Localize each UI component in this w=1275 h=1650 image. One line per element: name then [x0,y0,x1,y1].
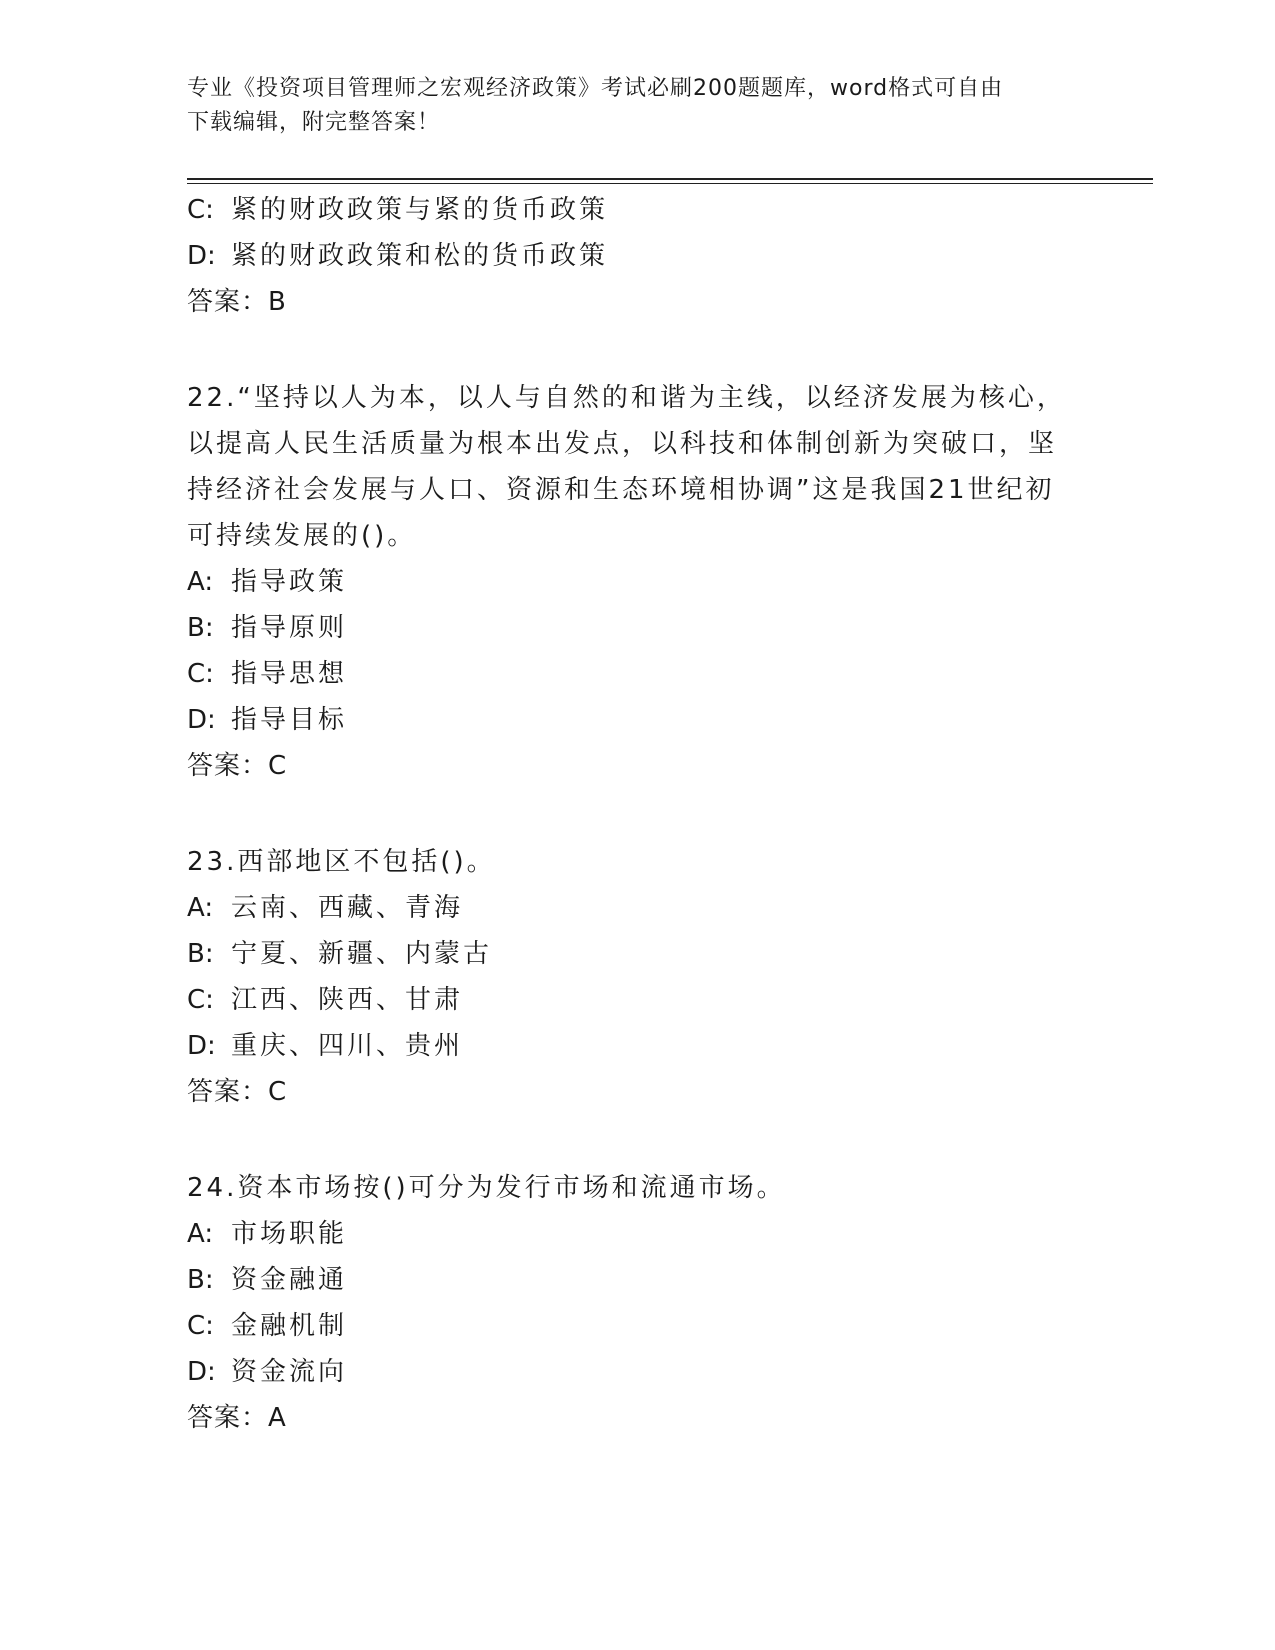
option-c [187,977,1087,1023]
option-text: 指导思想 [231,659,348,689]
option-key: B: [187,1265,214,1295]
option-b [187,1257,1087,1303]
option-c [187,651,1087,697]
option-c [187,1303,1087,1349]
option-text: 江西、陕西、甘肃 [231,985,464,1015]
question-text-line: 24.资本市场按()可分为发行市场和流通市场。 [187,1173,786,1203]
header-line-1: 专业《投资项目管理师之宏观经济政策》考试必刷200题题库，word格式可自由 [187,76,1004,101]
answer-line: 答案：B [187,287,287,317]
header-line-2: 下载编辑，附完整答案！ [187,110,441,135]
option-a [187,885,1087,931]
option-key: A: [187,893,214,923]
document-header [187,72,1067,140]
option-c [187,187,1087,233]
option-text: 金融机制 [231,1311,348,1341]
option-text: 资金融通 [231,1265,348,1295]
answer-line: 答案：C [187,1077,288,1107]
option-d [187,1023,1087,1069]
option-key: C: [187,1311,214,1341]
question-text-line: 持经济社会发展与人口、资源和生态环境相协调”这是我国21世纪初 [187,475,1055,505]
option-text: 紧的财政政策和松的货币政策 [231,241,609,271]
question-block-prev [187,187,1087,325]
option-text: 指导政策 [231,567,348,597]
question-list [187,187,1087,1441]
option-a [187,559,1087,605]
question-block-22 [187,375,1087,789]
option-key: D: [187,1031,216,1061]
question-text-line: 可持续发展的()。 [187,521,417,551]
option-key: D: [187,705,216,735]
option-text: 资金流向 [231,1357,348,1387]
option-key: D: [187,241,216,271]
option-key: D: [187,1357,216,1387]
option-text: 宁夏、新疆、内蒙古 [231,939,493,969]
option-text: 云南、西藏、青海 [231,893,464,923]
option-text: 指导原则 [231,613,348,643]
option-d [187,697,1087,743]
option-b [187,931,1087,977]
option-text: 重庆、四川、贵州 [231,1031,464,1061]
question-block-23 [187,839,1087,1115]
option-a [187,1211,1087,1257]
option-key: C: [187,659,214,689]
option-key: A: [187,1219,214,1249]
option-text: 指导目标 [231,705,348,735]
option-key: B: [187,613,214,643]
header-divider-thin [187,183,1153,184]
option-text: 紧的财政政策与紧的货币政策 [231,195,609,225]
answer-line: 答案：C [187,751,288,781]
question-text-line: 以提高人民生活质量为根本出发点，以科技和体制创新为突破口，坚 [187,429,1058,459]
question-text-line: 23.西部地区不包括()。 [187,847,496,877]
option-d [187,233,1087,279]
option-key: A: [187,567,214,597]
option-b [187,605,1087,651]
question-text-line: 22.“坚持以人为本，以人与自然的和谐为主线，以经济发展为核心， [187,383,1066,413]
option-key: C: [187,985,214,1015]
option-text: 市场职能 [231,1219,348,1249]
option-key: B: [187,939,214,969]
option-key: C: [187,195,214,225]
question-block-24 [187,1165,1087,1441]
answer-line: 答案：A [187,1403,287,1433]
header-divider-thick [187,178,1153,180]
option-d [187,1349,1087,1395]
